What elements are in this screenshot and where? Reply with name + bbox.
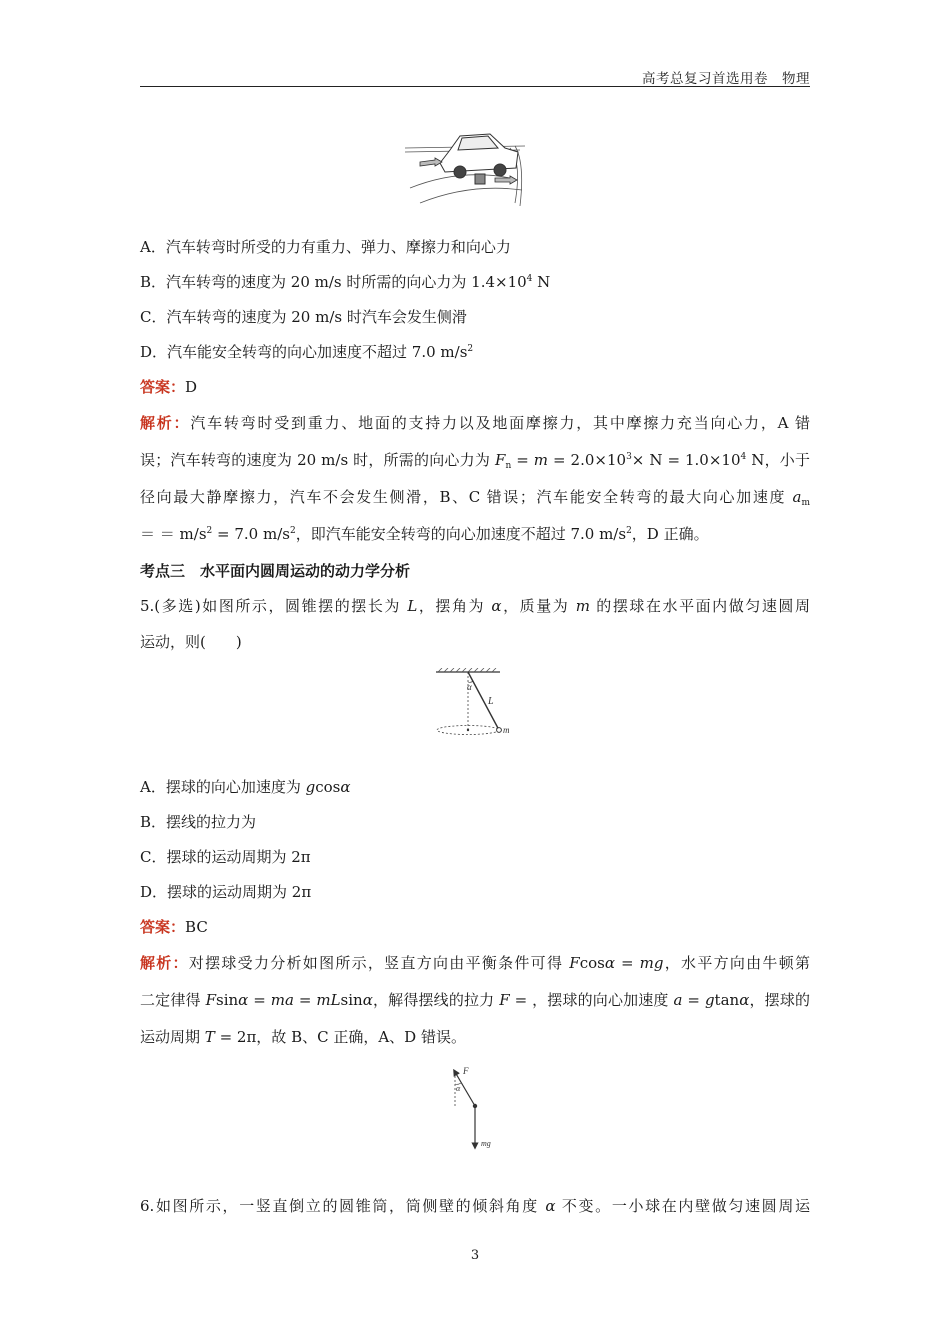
header-divider <box>140 86 810 87</box>
car-turning-illustration <box>400 128 525 208</box>
header-title: 高考总复习首选用卷 物理 <box>642 71 810 87</box>
q5-analysis-line-2: 二定律得 Fsinα = ma = mLsinα，解得摆线的拉力 F = ，摆球的向心加速度 a = gtanα，摆球的 <box>140 991 810 1009</box>
fig-label-alpha: α <box>467 682 472 692</box>
q5-stem-line-1: 5.(多选)如图所示，圆锥摆的摆长为 L，摆角为 α，质量为 m 的摆球在水平面内做匀速圆周 <box>140 597 810 615</box>
fig2-label-alpha: α <box>456 1084 461 1093</box>
q5-analysis-line-1: 解析：对摆球受力分析如图所示，竖直方向由平衡条件可得 Fcosα = mg，水平方向由牛顿第 <box>140 954 810 972</box>
fig2-label-F: F <box>463 1066 469 1076</box>
q4-analysis-line-1: 解析：汽车转弯时受到重力、地面的支持力以及地面摩擦力，其中摩擦力充当向心力，A 错 <box>140 414 810 432</box>
q4-analysis-line-3: 径向最大静摩擦力，汽车不会发生侧滑，B、C 错误；汽车能安全转弯的最大向心加速度 $a_m$ <box>140 488 810 508</box>
q4-option-a: A．汽车转弯时所受的力有重力、弹力、摩擦力和向心力 <box>140 238 511 256</box>
q5-option-a: A．摆球的向心加速度为 gcosα <box>140 778 351 796</box>
q5-analysis-line-3: 运动周期 T = 2π，故 B、C 正确，A、D 错误。 <box>140 1028 466 1046</box>
q4-option-c: C．汽车转弯的速度为 20 m/s 时汽车会发生侧滑 <box>140 308 467 326</box>
force-diagram-figure <box>445 1064 510 1154</box>
q4-option-b: B．汽车转弯的速度为 20 m/s 时所需的向心力为 $1.4\times 10^4$ N <box>140 273 551 291</box>
q5-option-d: D．摆球的运动周期为 2π <box>140 883 312 901</box>
q4-analysis-line-2: 误；汽车转弯的速度为 20 m/s 时，所需的向心力为 $F_n = m = 2.0\times 10^3\times N = 1.0\times 10^4$ N，小于 <box>140 451 810 471</box>
fig2-label-mg: mg <box>481 1139 491 1148</box>
q4-answer: 答案：D <box>140 378 198 396</box>
conical-pendulum-figure <box>430 668 520 740</box>
q5-option-b: B．摆线的拉力为 <box>140 813 257 831</box>
q5-stem-line-2: 运动，则( ) <box>140 633 242 651</box>
fig-label-m: m <box>503 725 510 735</box>
q5-answer: 答案：BC <box>140 918 208 936</box>
q4-option-d: D．汽车能安全转弯的向心加速度不超过 7.0 $m/s^2$ <box>140 343 474 361</box>
fig-label-L: L <box>488 696 494 707</box>
q4-analysis-line-4: ＝ ＝ $m/s^2 = 7.0$ $m/s^2$，即汽车能安全转弯的向心加速度不超过 7.0 $m/s^2$，D 正确。 <box>140 525 709 543</box>
page-number: 3 <box>470 1248 480 1263</box>
q5-option-c: C．摆球的运动周期为 2π <box>140 848 311 866</box>
section-3-title: 考点三 水平面内圆周运动的动力学分析 <box>140 562 411 580</box>
q6-stem-line-1: 6.如图所示，一竖直倒立的圆锥筒，筒侧壁的倾斜角度 α 不变。一小球在内壁做匀速圆周运 <box>140 1197 810 1215</box>
